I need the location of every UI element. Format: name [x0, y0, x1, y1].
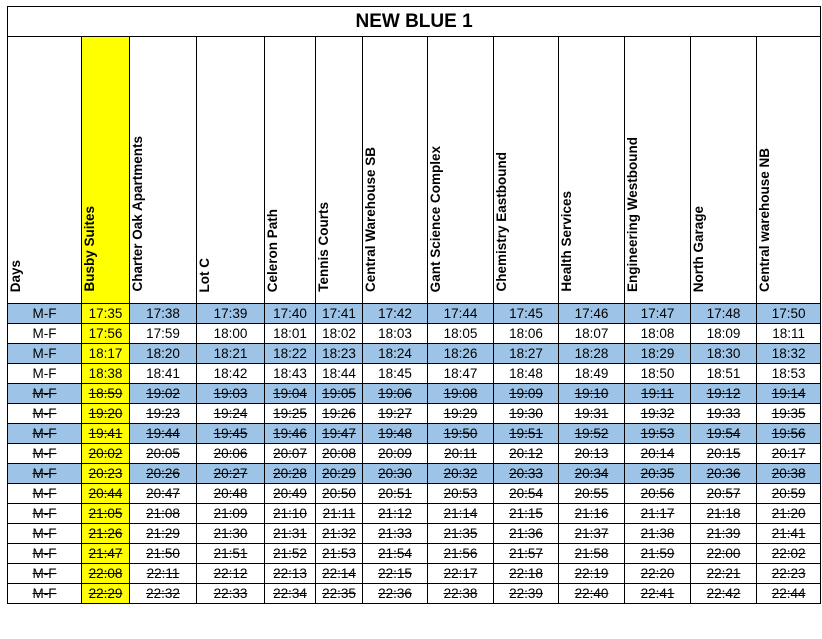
day-cell[interactable]: M-F	[8, 424, 82, 444]
time-cell[interactable]: 18:41	[130, 364, 197, 384]
time-cell[interactable]: 22:17	[428, 564, 494, 584]
table-row	[8, 344, 821, 364]
column-header-central-warehouse-sb[interactable]: Central Warehouse SB	[363, 37, 428, 304]
time-cell[interactable]: 19:09	[494, 384, 559, 404]
time-cell[interactable]: 17:59	[130, 324, 197, 344]
time-cell[interactable]: 21:10	[265, 504, 316, 524]
time-cell[interactable]: 19:11	[625, 384, 691, 404]
table-row	[8, 444, 821, 464]
time-cell[interactable]: 22:11	[130, 564, 197, 584]
column-header-gant-science-complex[interactable]: Gant Science Complex	[428, 37, 494, 304]
time-cell[interactable]: 19:03	[197, 384, 265, 404]
time-cell[interactable]: 18:48	[494, 364, 559, 384]
time-cell[interactable]: 20:06	[197, 444, 265, 464]
time-cell[interactable]: 21:05	[82, 504, 130, 524]
time-cell[interactable]: 20:05	[130, 444, 197, 464]
time-cell[interactable]: 17:35	[82, 304, 130, 324]
time-cell[interactable]: 22:32	[130, 584, 197, 604]
time-cell[interactable]: 20:57	[691, 484, 757, 504]
time-cell[interactable]: 20:59	[757, 484, 821, 504]
time-cell[interactable]: 18:30	[691, 344, 757, 364]
time-cell[interactable]: 20:35	[625, 464, 691, 484]
time-cell[interactable]: 20:11	[428, 444, 494, 464]
time-cell[interactable]: 17:56	[82, 324, 130, 344]
time-cell[interactable]: 18:08	[625, 324, 691, 344]
time-cell[interactable]: 18:49	[559, 364, 625, 384]
time-cell[interactable]: 21:31	[265, 524, 316, 544]
time-cell[interactable]: 22:40	[559, 584, 625, 604]
time-cell[interactable]: 18:11	[757, 324, 821, 344]
time-cell[interactable]: 19:26	[316, 404, 363, 424]
time-cell[interactable]: 22:19	[559, 564, 625, 584]
time-cell[interactable]: 22:38	[428, 584, 494, 604]
time-cell[interactable]: 21:50	[130, 544, 197, 564]
time-cell[interactable]: 19:52	[559, 424, 625, 444]
time-cell[interactable]: 22:20	[625, 564, 691, 584]
time-cell[interactable]: 20:27	[197, 464, 265, 484]
time-cell[interactable]: 21:11	[316, 504, 363, 524]
time-cell[interactable]: 21:57	[494, 544, 559, 564]
time-cell[interactable]: 19:53	[625, 424, 691, 444]
time-cell[interactable]: 20:49	[265, 484, 316, 504]
day-cell[interactable]: M-F	[8, 584, 82, 604]
time-cell[interactable]: 22:13	[265, 564, 316, 584]
time-cell[interactable]: 18:42	[197, 364, 265, 384]
time-cell[interactable]: 21:32	[316, 524, 363, 544]
day-cell[interactable]: M-F	[8, 544, 82, 564]
time-cell[interactable]: 21:38	[625, 524, 691, 544]
schedule-rows	[8, 304, 821, 604]
time-cell[interactable]: 17:45	[494, 304, 559, 324]
time-cell[interactable]: 20:34	[559, 464, 625, 484]
time-cell[interactable]: 22:33	[197, 584, 265, 604]
time-cell[interactable]: 18:26	[428, 344, 494, 364]
time-cell[interactable]: 18:22	[265, 344, 316, 364]
time-cell[interactable]: 22:35	[316, 584, 363, 604]
column-header-charter-oak-apartments[interactable]: Charter Oak Apartments	[130, 37, 197, 304]
table-row	[8, 464, 821, 484]
time-cell[interactable]: 22:15	[363, 564, 428, 584]
time-cell[interactable]: 19:48	[363, 424, 428, 444]
time-cell[interactable]: 22:44	[757, 584, 821, 604]
time-cell[interactable]: 18:17	[82, 344, 130, 364]
time-cell[interactable]: 18:01	[265, 324, 316, 344]
column-header-busby-suites[interactable]: Busby Suites	[82, 37, 130, 304]
time-cell[interactable]: 17:47	[625, 304, 691, 324]
column-header-days[interactable]: Days	[8, 37, 82, 304]
table-row	[8, 504, 821, 524]
time-cell[interactable]: 19:54	[691, 424, 757, 444]
time-cell[interactable]: 21:14	[428, 504, 494, 524]
time-cell[interactable]: 21:12	[363, 504, 428, 524]
time-cell[interactable]: 17:41	[316, 304, 363, 324]
time-cell[interactable]: 18:38	[82, 364, 130, 384]
day-cell[interactable]: M-F	[8, 304, 82, 324]
time-cell[interactable]: 20:13	[559, 444, 625, 464]
day-cell[interactable]: M-F	[8, 484, 82, 504]
time-cell[interactable]: 19:05	[316, 384, 363, 404]
time-cell[interactable]: 20:32	[428, 464, 494, 484]
schedule-title[interactable]: NEW BLUE 1	[8, 7, 821, 37]
table-row	[8, 544, 821, 564]
time-cell[interactable]: 18:05	[428, 324, 494, 344]
time-cell[interactable]: 19:32	[625, 404, 691, 424]
day-cell[interactable]: M-F	[8, 324, 82, 344]
time-cell[interactable]: 18:51	[691, 364, 757, 384]
time-cell[interactable]: 21:08	[130, 504, 197, 524]
time-cell[interactable]: 22:36	[363, 584, 428, 604]
time-cell[interactable]: 18:47	[428, 364, 494, 384]
time-cell[interactable]: 21:17	[625, 504, 691, 524]
time-cell[interactable]: 20:23	[82, 464, 130, 484]
time-cell[interactable]: 19:14	[757, 384, 821, 404]
time-cell[interactable]: 21:20	[757, 504, 821, 524]
time-cell[interactable]: 19:30	[494, 404, 559, 424]
time-cell[interactable]: 22:42	[691, 584, 757, 604]
day-cell[interactable]: M-F	[8, 364, 82, 384]
column-header-lot-c[interactable]: Lot C	[197, 37, 265, 304]
time-cell[interactable]: 20:14	[625, 444, 691, 464]
time-cell[interactable]: 21:16	[559, 504, 625, 524]
time-cell[interactable]: 21:53	[316, 544, 363, 564]
time-cell[interactable]: 20:47	[130, 484, 197, 504]
time-cell[interactable]: 19:25	[265, 404, 316, 424]
column-header-health-services[interactable]: Health Services	[559, 37, 625, 304]
time-cell[interactable]: 19:33	[691, 404, 757, 424]
time-cell[interactable]: 20:36	[691, 464, 757, 484]
day-cell[interactable]: M-F	[8, 564, 82, 584]
time-cell[interactable]: 21:56	[428, 544, 494, 564]
time-cell[interactable]: 20:53	[428, 484, 494, 504]
table-row	[8, 524, 821, 544]
time-cell[interactable]: 17:50	[757, 304, 821, 324]
column-header-north-garage[interactable]: North Garage	[691, 37, 757, 304]
day-cell[interactable]: M-F	[8, 344, 82, 364]
time-cell[interactable]: 22:39	[494, 584, 559, 604]
time-cell[interactable]: 20:29	[316, 464, 363, 484]
time-cell[interactable]: 19:12	[691, 384, 757, 404]
day-cell[interactable]: M-F	[8, 444, 82, 464]
column-header-celeron-path[interactable]: Celeron Path	[265, 37, 316, 304]
time-cell[interactable]: 21:41	[757, 524, 821, 544]
time-cell[interactable]: 18:21	[197, 344, 265, 364]
time-cell[interactable]: 22:21	[691, 564, 757, 584]
time-cell[interactable]: 21:33	[363, 524, 428, 544]
time-cell[interactable]: 18:43	[265, 364, 316, 384]
time-cell[interactable]: 17:40	[265, 304, 316, 324]
time-cell[interactable]: 18:27	[494, 344, 559, 364]
day-cell[interactable]: M-F	[8, 524, 82, 544]
time-cell[interactable]: 17:44	[428, 304, 494, 324]
table-row	[8, 324, 821, 344]
time-cell[interactable]: 20:50	[316, 484, 363, 504]
day-cell[interactable]: M-F	[8, 504, 82, 524]
time-cell[interactable]: 21:39	[691, 524, 757, 544]
time-cell[interactable]: 22:18	[494, 564, 559, 584]
time-cell[interactable]: 17:48	[691, 304, 757, 324]
schedule-table	[7, 6, 821, 604]
time-cell[interactable]: 19:41	[82, 424, 130, 444]
time-cell[interactable]: 20:51	[363, 484, 428, 504]
column-header-central-warehouse-nb[interactable]: Central warehouse NB	[757, 37, 821, 304]
time-cell[interactable]: 20:38	[757, 464, 821, 484]
time-cell[interactable]: 18:23	[316, 344, 363, 364]
time-cell[interactable]: 18:03	[363, 324, 428, 344]
time-cell[interactable]: 17:39	[197, 304, 265, 324]
time-cell[interactable]: 19:10	[559, 384, 625, 404]
table-row	[8, 584, 821, 604]
time-cell[interactable]: 21:59	[625, 544, 691, 564]
table-row	[8, 564, 821, 584]
time-cell[interactable]: 21:47	[82, 544, 130, 564]
time-cell[interactable]: 20:09	[363, 444, 428, 464]
time-cell[interactable]: 19:46	[265, 424, 316, 444]
time-cell[interactable]: 18:06	[494, 324, 559, 344]
table-row	[8, 404, 821, 424]
time-cell[interactable]: 17:46	[559, 304, 625, 324]
time-cell[interactable]: 17:42	[363, 304, 428, 324]
time-cell[interactable]: 20:56	[625, 484, 691, 504]
time-cell[interactable]: 22:00	[691, 544, 757, 564]
time-cell[interactable]: 21:52	[265, 544, 316, 564]
time-cell[interactable]: 18:50	[625, 364, 691, 384]
time-cell[interactable]: 18:09	[691, 324, 757, 344]
time-cell[interactable]: 18:53	[757, 364, 821, 384]
table-row	[8, 484, 821, 504]
time-cell[interactable]: 18:32	[757, 344, 821, 364]
time-cell[interactable]: 20:28	[265, 464, 316, 484]
time-cell[interactable]: 19:51	[494, 424, 559, 444]
time-cell[interactable]: 18:45	[363, 364, 428, 384]
time-cell[interactable]: 19:23	[130, 404, 197, 424]
time-cell[interactable]: 19:31	[559, 404, 625, 424]
time-cell[interactable]: 19:24	[197, 404, 265, 424]
time-cell[interactable]: 18:28	[559, 344, 625, 364]
time-cell[interactable]: 19:45	[197, 424, 265, 444]
time-cell[interactable]: 19:08	[428, 384, 494, 404]
column-header-tennis-courts[interactable]: Tennis Courts	[316, 37, 363, 304]
time-cell[interactable]: 19:50	[428, 424, 494, 444]
time-cell[interactable]: 19:02	[130, 384, 197, 404]
time-cell[interactable]: 18:29	[625, 344, 691, 364]
time-cell[interactable]: 19:44	[130, 424, 197, 444]
table-row	[8, 304, 821, 324]
time-cell[interactable]: 20:17	[757, 444, 821, 464]
day-cell[interactable]: M-F	[8, 404, 82, 424]
column-header-engineering-westbound[interactable]: Engineering Westbound	[625, 37, 691, 304]
time-cell[interactable]: 18:00	[197, 324, 265, 344]
day-cell[interactable]: M-F	[8, 384, 82, 404]
time-cell[interactable]: 21:09	[197, 504, 265, 524]
time-cell[interactable]: 22:08	[82, 564, 130, 584]
time-cell[interactable]: 22:02	[757, 544, 821, 564]
time-cell[interactable]: 20:02	[82, 444, 130, 464]
time-cell[interactable]: 21:54	[363, 544, 428, 564]
time-cell[interactable]: 19:20	[82, 404, 130, 424]
column-header-chemistry-eastbound[interactable]: Chemistry Eastbound	[494, 37, 559, 304]
time-cell[interactable]: 18:07	[559, 324, 625, 344]
time-cell[interactable]: 21:58	[559, 544, 625, 564]
time-cell[interactable]: 20:54	[494, 484, 559, 504]
time-cell[interactable]: 18:24	[363, 344, 428, 364]
time-cell[interactable]: 21:35	[428, 524, 494, 544]
time-cell[interactable]: 22:23	[757, 564, 821, 584]
time-cell[interactable]: 18:02	[316, 324, 363, 344]
time-cell[interactable]: 20:30	[363, 464, 428, 484]
time-cell[interactable]: 21:15	[494, 504, 559, 524]
time-cell[interactable]: 22:41	[625, 584, 691, 604]
time-cell[interactable]: 19:27	[363, 404, 428, 424]
time-cell[interactable]: 20:55	[559, 484, 625, 504]
time-cell[interactable]: 21:37	[559, 524, 625, 544]
time-cell[interactable]: 21:26	[82, 524, 130, 544]
time-cell[interactable]: 19:04	[265, 384, 316, 404]
time-cell[interactable]: 21:29	[130, 524, 197, 544]
time-cell[interactable]: 18:59	[82, 384, 130, 404]
time-cell[interactable]: 22:12	[197, 564, 265, 584]
time-cell[interactable]: 20:15	[691, 444, 757, 464]
time-cell[interactable]: 18:44	[316, 364, 363, 384]
time-cell[interactable]: 20:07	[265, 444, 316, 464]
time-cell[interactable]: 21:18	[691, 504, 757, 524]
table-row	[8, 364, 821, 384]
time-cell[interactable]: 20:26	[130, 464, 197, 484]
time-cell[interactable]: 20:12	[494, 444, 559, 464]
time-cell[interactable]: 18:20	[130, 344, 197, 364]
time-cell[interactable]: 17:38	[130, 304, 197, 324]
time-cell[interactable]: 19:29	[428, 404, 494, 424]
time-cell[interactable]: 19:47	[316, 424, 363, 444]
time-cell[interactable]: 20:44	[82, 484, 130, 504]
time-cell[interactable]: 20:48	[197, 484, 265, 504]
time-cell[interactable]: 22:29	[82, 584, 130, 604]
time-cell[interactable]: 20:33	[494, 464, 559, 484]
day-cell[interactable]: M-F	[8, 464, 82, 484]
time-cell[interactable]: 22:34	[265, 584, 316, 604]
time-cell[interactable]: 19:06	[363, 384, 428, 404]
time-cell[interactable]: 19:56	[757, 424, 821, 444]
table-row	[8, 384, 821, 404]
time-cell[interactable]: 22:14	[316, 564, 363, 584]
time-cell[interactable]: 20:08	[316, 444, 363, 464]
table-row	[8, 424, 821, 444]
time-cell[interactable]: 21:36	[494, 524, 559, 544]
time-cell[interactable]: 21:30	[197, 524, 265, 544]
time-cell[interactable]: 21:51	[197, 544, 265, 564]
time-cell[interactable]: 19:35	[757, 404, 821, 424]
